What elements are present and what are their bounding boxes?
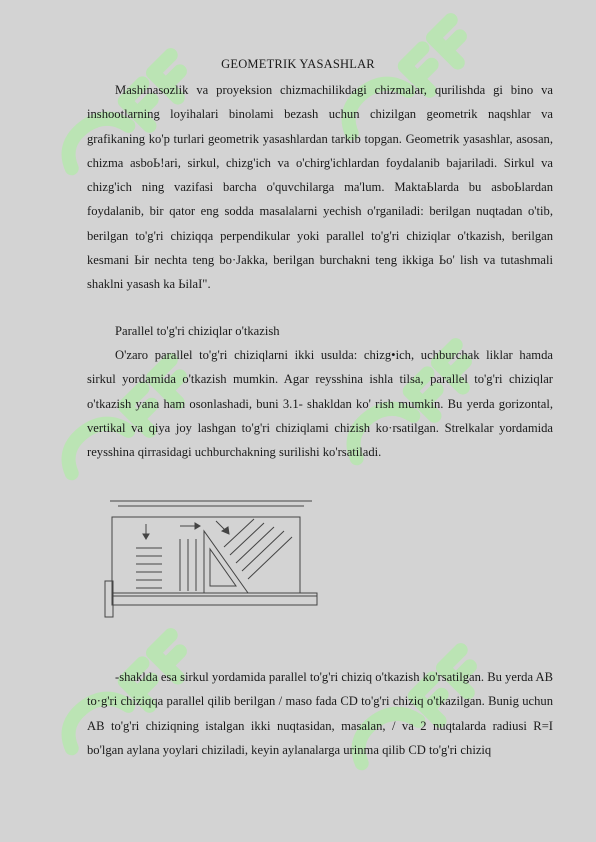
- paragraph-intro: Mashinasozlik va proyeksion chizmachilikdagi chizmalar, qurilishda gi bino va inshootlarning loyihalari binolami bezash uchun chizilgan geometrik naqshlar va grafikaning ko'p turlari geometrik yasashlardan tarkib topgan. Geometrik yasashlar, asosan, chizma asboЬ!ari, sirkul, chizg'ich va o'chirg'ichlardan foydalanib bajariladi. Sirkul va chizg'ich ning vazifasi barcha o'quvchilarga ma'lum. MaktaЬlarda bu asboЬlardan foydalanib, bir qator eng sodda masalalarni yechish o'rganiladi: berilgan nuqtadan o'tib, berilgan to'g'ri chiziqqa perpendikular yoki parallel to'g'ri chiziqlar o'tkazish, berilgan kesmani Ьir nechta teng bo·Jakka, berilgan burchakni teng ikkiga Ьo' lish va tutashmali shaklni yasash ka ЬilaI".: [87, 83, 553, 292]
- page-title: GEOMETRIK YASASHLAR: [221, 57, 375, 71]
- section-heading: Parallel to'g'ri chiziqlar o'tkazish: [115, 324, 280, 338]
- t-square-drawing-board-diagram-icon: [100, 497, 322, 621]
- paragraph-parallel-lines: O'zaro parallel to'g'ri chiziqlarni ikki usulda: chizg•ich, uchburchak liklar hamda sirkul yordamida o'tkazish mumkin. Agar reysshina ishla tilsa, parallel to'g'ri chiziqlar o'tkazish yana ham osonlashadi, buni 3.1- shakldan ko' rish mumkin. Bu yerda gorizontal, vertikal va qiya joy lashgan to'g'ri chiziqlami chizish ko·rsatilgan. Strelkalar yordamida reysshina qirrasidagi uchburchakning surilishi ko'rsatiladi.: [87, 348, 553, 460]
- paragraph-compass-method: -shaklda esa sirkul yordamida parallel to'g'ri chiziq o'tkazish ko'rsatilgan. Bu yerda AB to·g'ri chiziqqa parallel qilib berilgan / maso fada CD to'g'ri chiziq o'tkazilgan. Bunig uchun AB to'g'ri chiziqning istalgan ikki nuqtasidan, masalan, / va 2 nuqtalarda radiusi R=I bo'lgan aylana yoylari chiziladi, keyin aylanalarga urinma qilib CD to'g'ri chiziq: [87, 670, 553, 757]
